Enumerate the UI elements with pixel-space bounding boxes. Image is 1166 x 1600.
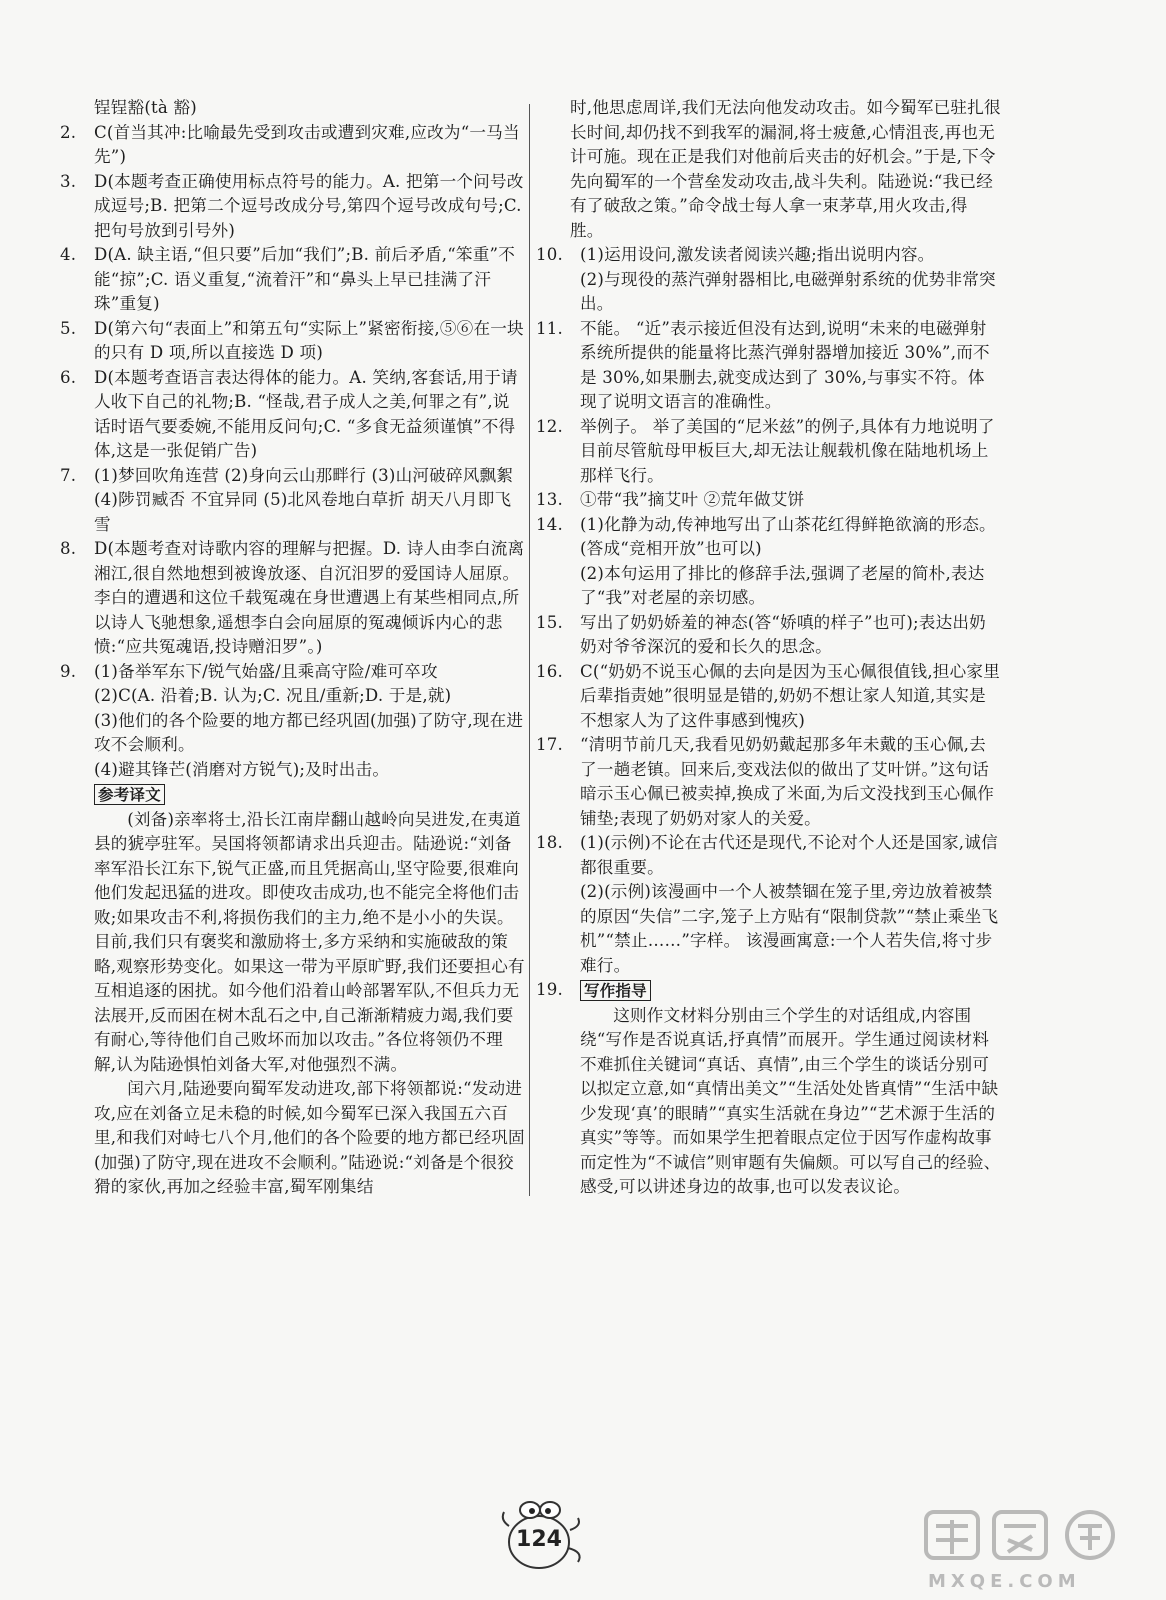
item-subpart: (4)避其锋芒(消磨对方锐气);及时出击。 — [94, 759, 390, 779]
item-number: 7. — [60, 465, 77, 485]
item-number: 3. — [60, 171, 77, 191]
item-text: 不能。 “近”表示接近但没有达到,说明“未来的电磁弹射系统所提供的能量将比蒸汽弹射器增加接近 30%”,而不是 30%,如果删去,就变成达到了 30%,与事实不符。体现了说明文语言的准确性。 — [580, 318, 990, 411]
answer-item — [60, 170, 525, 244]
item-text: D(A. 缺主语,“但只要”后加“我们”;B. 前后矛盾,“笨重”不能“掠”;C. 语义重复,“流着汗”和“鼻头上早已挂满了汗珠”重复) — [94, 245, 515, 313]
translation-paragraph: (刘备)亲率将士,沿长江南岸翻山越岭向吴进发,在夷道县的猇亭驻军。吴国将领都请求出兵迎击。陆逊说:“刘备率军沿长江东下,锐气正盛,而且凭据高山,坚守险要,很难向他们发起迅猛的进攻。即使攻击成功,也不能完全将他们击败;如果攻击不利,将损伤我们的主力,绝不是小小的失误。目前,我们只有褒奖和激励将士,多方采纳和实施破敌的策略,观察形势变化。如果这一带为平原旷野,我们还要担心有互相追逐的困扰。如今他们沿着山岭部署军队,不但兵力无法展开,反而困在树木乱石之中,自己渐渐精疲力竭,我们要有耐心,等待他们自己败坏而加以攻击。”各位将领仍不理解,认为陆逊惧怕刘备大军,对他强烈不满。 — [94, 809, 525, 1074]
answer-item — [536, 660, 1001, 734]
item-number: 11. — [536, 318, 563, 338]
item-number: 12. — [536, 416, 563, 436]
answer-item — [60, 121, 525, 170]
item-text: 举例子。 举了美国的“尼米兹”的例子,具体有力地说明了目前尽管航母甲板巨大,却无法让舰载机像在陆地机场上那样飞行。 — [580, 416, 995, 485]
intro-line: 锃锃豁(tà 豁) — [94, 98, 197, 117]
translation-heading — [60, 782, 525, 808]
answer-item — [60, 464, 525, 538]
site-watermark — [916, 1506, 1156, 1594]
item-number: 10. — [536, 245, 563, 264]
item-text: D(本题考查语言表达得体的能力。A. 笑纳,客套话,用于请人收下自己的礼物;B. “怪哉,君子成人之美,何罪之有”,说话时语气要委婉,不能用反问句;C. “多食无益须谨慎”不得体,这是一张促销广告) — [94, 367, 518, 460]
page-number-badge — [474, 1492, 614, 1572]
answer-item — [60, 660, 525, 685]
answer-item — [60, 366, 525, 464]
item-number: 5. — [60, 318, 77, 338]
answer-item — [536, 317, 1001, 415]
item-text: (1)梦回吹角连营 (2)身向云山那畔行 (3)山河破碎风飘絮 (4)陟罚臧否 不宜异同 (5)北风卷地白草折 胡天八月即飞雪 — [94, 465, 514, 534]
item-text: “清明节前几天,我看见奶奶戴起那多年未戴的玉心佩,去了一趟老镇。回来后,变戏法似的做出了艾叶饼。”这句话暗示玉心佩已被卖掉,换成了米面,为后文没找到玉心佩作铺垫;表现了奶奶对家人的关爱。 — [580, 735, 994, 828]
item-number: 2. — [60, 122, 77, 142]
answer-item — [536, 733, 1001, 831]
item-number: 8. — [60, 539, 77, 558]
item-subpart: (2)C(A. 沿着;B. 认为;C. 况且/重新;D. 于是,就) — [94, 686, 452, 705]
item-number: 14. — [536, 514, 563, 534]
item-subpart: (3)他们的各个险要的地方都已经巩固(加强)了防守,现在进攻不会顺利。 — [94, 710, 524, 754]
item-text: C(首当其冲:比喻最先受到攻击或遭到灾难,应改为“一马当先”) — [94, 122, 520, 166]
item-text: C(“奶奶不说玉心佩的去向是因为玉心佩很值钱,担心家里后辈指责她”很明显是错的,奶奶不想让家人知道,其实是不想家人为了这件事感到愧疚) — [580, 661, 1000, 730]
item-text: ①带“我”摘艾叶 ②荒年做艾饼 — [580, 490, 805, 509]
watermark-text: MXQE.COM — [928, 1571, 1081, 1592]
item-text — [580, 978, 1001, 1004]
item-text: D(本题考查对诗歌内容的理解与把握。D. 诗人由李白流离湘江,很自然地想到被谗放逐、自沉汨罗的爱国诗人屈原。李白的遭遇和这位千载冤魂在身世遭遇上有某些相同点,所以诗人飞驰想象,遥想李白会向屈原的冤魂倾诉内心的悲愤:“应共冤魂语,投诗赠汨罗”。) — [94, 539, 525, 656]
writing-guide-tag: 写作指导 — [580, 980, 651, 1001]
translation-continuation: 时,他思虑周详,我们无法向他发动攻击。如今蜀军已驻扎很长时间,却仍找不到我军的漏洞,将士疲惫,心情沮丧,再也无计可施。现在正是我们对他前后夹击的好机会。”于是,下令先向蜀军的一个营垒发动攻击,战斗失利。陆逊说:“我已经有了破敌之策。”命令战士每人拿一束茅草,用火攻击,得胜。 — [570, 98, 1001, 240]
writing-guide-paragraph: 这则作文材料分别由三个学生的对话组成,内容围绕“写作是否说真话,抒真情”而展开。学生通过阅读材料不难抓住关键词“真话、真情”,由三个学生的谈话分别可以拟定立意,如“真情出美文”“生活处处皆真情”“生活中缺少发现‘真’的眼睛”“真实生活就在身边”“艺术源于生活的真实”等等。而如果学生把着眼点定位于因写作虚构故事而定性为“不诚信”则审题有失偏颇。可以写自己的经验、感受,可以讲述身边的故事,也可以发表议论。 — [580, 1005, 1001, 1196]
answer-item — [536, 243, 1001, 268]
right-column — [536, 96, 1001, 1200]
item-number: 15. — [536, 612, 563, 632]
item-number: 13. — [536, 490, 563, 509]
answer-item — [536, 978, 1001, 1004]
item-text: 写出了奶奶娇羞的神态(答“娇嗔的样子”也可);表达出奶奶对爷爷深沉的爱和长久的思念。 — [580, 612, 986, 656]
watermark-logo-icon — [916, 1506, 1156, 1566]
item-subpart: (2)本句运用了排比的修辞手法,强调了老屋的简朴,表达了“我”对老屋的亲切感。 — [580, 563, 985, 607]
answer-item — [536, 415, 1001, 489]
item-subpart: (2)(示例)该漫画中一个人被禁锢在笼子里,旁边放着被禁的原因“失信”二字,笼子上方贴有“限制贷款”“禁止乘坐飞机”“禁止……”字样。 该漫画寓意:一个人若失信,将寸步难行。 — [580, 882, 999, 975]
answer-item — [536, 831, 1001, 880]
item-number: 18. — [536, 833, 563, 852]
item-text: (1)化静为动,传神地写出了山茶花红得鲜艳欲滴的形态。(答成“竞相开放”也可以) — [580, 514, 996, 558]
answer-item — [60, 317, 525, 366]
item-number: 19. — [536, 980, 563, 999]
answer-item — [536, 513, 1001, 562]
item-number: 17. — [536, 735, 563, 754]
translation-paragraph: 闰六月,陆逊要向蜀军发动进攻,部下将领都说:“发动进攻,应在刘备立足未稳的时候,如今蜀军已深入我国五六百里,和我们对峙七八个月,他们的各个险要的地方都已经巩固(加强)了防守,现在进攻不会顺利。”陆逊说:“刘备是个很狡猾的家伙,再加之经验丰富,蜀军刚集结 — [94, 1079, 525, 1196]
item-subpart: (2)与现役的蒸汽弹射器相比,电磁弹射系统的优势非常突出。 — [580, 269, 996, 313]
item-number: 4. — [60, 245, 77, 264]
answer-item — [536, 488, 1001, 513]
answer-item — [536, 611, 1001, 660]
item-number: 6. — [60, 367, 77, 387]
translation-tag: 参考译文 — [94, 784, 165, 805]
left-column — [60, 96, 525, 1200]
answer-item — [60, 243, 525, 317]
answer-item — [60, 537, 525, 660]
item-text: (1)运用设问,激发读者阅读兴趣;指出说明内容。 — [580, 245, 935, 264]
page-number: 124 — [516, 1527, 562, 1552]
item-text: (1)备举军东下/锐气始盛/且乘高守险/难可卒攻 — [94, 661, 438, 681]
item-number: 16. — [536, 661, 563, 681]
item-text: (1)(示例)不论在古代还是现代,不论对个人还是国家,诚信都很重要。 — [580, 833, 998, 877]
item-number: 9. — [60, 661, 77, 681]
item-text: D(本题考查正确使用标点符号的能力。A. 把第一个问号改成逗号;B. 把第二个逗号改成分号,第四个逗号改成句号;C. 把句号放到引号外) — [94, 171, 524, 240]
item-text: D(第六句“表面上”和第五句“实际上”紧密衔接,⑤⑥在一块的只有 D 项,所以直接选 D 项) — [94, 318, 524, 362]
column-divider — [529, 104, 530, 1196]
